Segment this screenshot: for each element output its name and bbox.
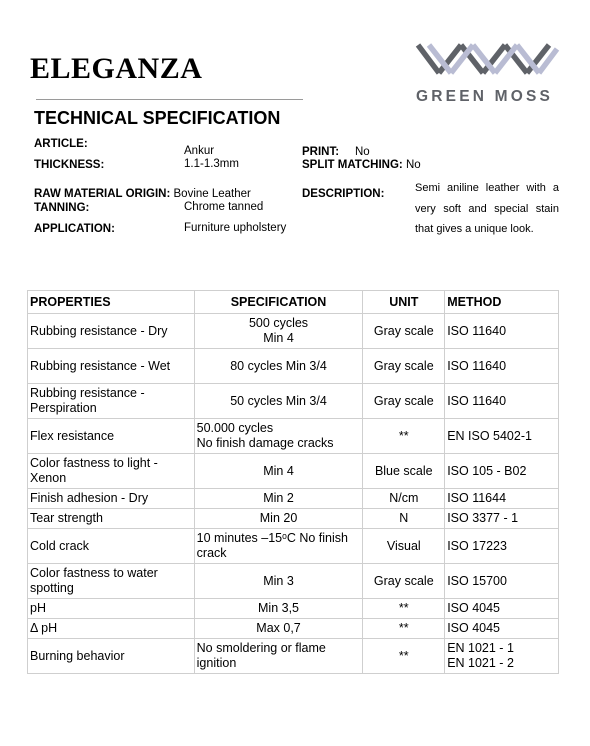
raw-material-line xyxy=(34,187,251,201)
article-label: ARTICLE: xyxy=(34,138,88,150)
method-line: EN 1021 - 1 xyxy=(447,641,514,655)
cell-method xyxy=(445,529,559,564)
split-matching-value: No xyxy=(405,159,421,171)
table-row xyxy=(28,619,559,639)
cell-specification xyxy=(194,619,363,639)
cell-unit: Gray scale xyxy=(363,349,445,384)
cell-unit: ** xyxy=(363,639,445,674)
split-matching-line xyxy=(302,158,421,172)
green-moss-logo-mark xyxy=(415,37,560,82)
cell-specification xyxy=(194,509,363,529)
table-row xyxy=(28,564,559,599)
cell-method xyxy=(445,384,559,419)
specification-line: 50.000 cycles xyxy=(196,421,274,435)
tanning-label: TANNING: xyxy=(34,202,90,214)
method-line: ISO 15700 xyxy=(447,573,507,588)
cell-specification xyxy=(194,384,363,419)
table-row xyxy=(28,384,559,419)
specification-line: 50 cycles Min 3/4 xyxy=(230,393,327,408)
cell-specification xyxy=(194,529,363,564)
cell-method xyxy=(445,564,559,599)
cell-unit: Gray scale xyxy=(363,564,445,599)
cell-property: Rubbing resistance - Wet xyxy=(28,349,195,384)
table-row xyxy=(28,314,559,349)
cell-method xyxy=(445,419,559,454)
cell-property: Δ pH xyxy=(28,619,195,639)
cell-specification xyxy=(194,314,363,349)
cell-method xyxy=(445,349,559,384)
cell-property: Cold crack xyxy=(28,529,195,564)
cell-property: pH xyxy=(28,599,195,619)
specification-line: No finish damage cracks xyxy=(196,436,334,450)
specification-line: Max 0,7 xyxy=(256,621,301,635)
method-line: ISO 11640 xyxy=(447,358,507,373)
method-line: ISO 11644 xyxy=(447,491,507,505)
specification-line: Min 20 xyxy=(259,511,298,525)
table-row xyxy=(28,489,559,509)
description-text: Semi aniline leather with a very soft and special stain that gives a unique look. xyxy=(415,182,559,235)
method-line: ISO 11640 xyxy=(447,393,507,408)
properties-table xyxy=(27,290,559,674)
specification-line: 10 minutes –15ᵒC No finish crack xyxy=(196,531,348,560)
cell-unit: ** xyxy=(363,619,445,639)
green-moss-logo-text: GREEN MOSS xyxy=(416,88,554,105)
method-line: ISO 4045 xyxy=(447,621,501,635)
header-properties: PROPERTIES xyxy=(28,291,195,314)
raw-material-value: Bovine Leather xyxy=(173,188,251,200)
print-value: No xyxy=(355,146,370,158)
specification-line: 500 cycles xyxy=(248,316,309,330)
thickness-label: THICKNESS: xyxy=(34,159,105,171)
specification-line: Min 4 xyxy=(263,463,294,478)
thickness-value: 1.1-1.3mm xyxy=(184,158,239,170)
table-row xyxy=(28,454,559,489)
table-row xyxy=(28,509,559,529)
cell-method xyxy=(445,454,559,489)
cell-unit: ** xyxy=(363,419,445,454)
method-line: ISO 4045 xyxy=(447,601,501,615)
cell-specification xyxy=(194,489,363,509)
method-line: EN ISO 5402-1 xyxy=(447,428,532,443)
cell-property: Flex resistance xyxy=(28,419,195,454)
header-unit: UNIT xyxy=(363,291,445,314)
application-value: Furniture upholstery xyxy=(184,222,287,234)
cell-property: Color fastness to water spotting xyxy=(28,564,195,599)
specification-line: Min 2 xyxy=(263,491,294,505)
cell-unit: N xyxy=(363,509,445,529)
cell-unit: Visual xyxy=(363,529,445,564)
page-title: TECHNICAL SPECIFICATION xyxy=(34,108,281,128)
cell-specification xyxy=(194,599,363,619)
cell-specification xyxy=(194,564,363,599)
table-row xyxy=(28,639,559,674)
method-line: ISO 3377 - 1 xyxy=(447,511,519,525)
cell-property: Finish adhesion - Dry xyxy=(28,489,195,509)
specification-line: 80 cycles Min 3/4 xyxy=(230,358,327,373)
cell-property: Burning behavior xyxy=(28,639,195,674)
raw-material-label: RAW MATERIAL ORIGIN: xyxy=(34,188,171,200)
cell-specification xyxy=(194,454,363,489)
cell-method xyxy=(445,314,559,349)
cell-method xyxy=(445,509,559,529)
method-line: ISO 105 - B02 xyxy=(447,463,527,478)
table-row xyxy=(28,599,559,619)
cell-method xyxy=(445,489,559,509)
cell-method xyxy=(445,619,559,639)
specification-line: Min 3,5 xyxy=(258,601,300,615)
cell-unit: N/cm xyxy=(363,489,445,509)
table-row xyxy=(28,349,559,384)
cell-unit: Gray scale xyxy=(363,314,445,349)
cell-unit: ** xyxy=(363,599,445,619)
specification-line: No smoldering or flame ignition xyxy=(196,641,326,670)
header-method: METHOD xyxy=(445,291,559,314)
description-label: DESCRIPTION: xyxy=(302,188,385,200)
title-divider xyxy=(36,99,303,100)
specification-line: Min 3 xyxy=(263,573,294,588)
cell-property: Color fastness to light - Xenon xyxy=(28,454,195,489)
cell-specification xyxy=(194,349,363,384)
specification-line: Min 4 xyxy=(263,331,294,345)
article-value: Ankur xyxy=(184,145,215,157)
method-line: EN 1021 - 2 xyxy=(447,656,514,670)
cell-specification xyxy=(194,419,363,454)
cell-method xyxy=(445,599,559,619)
cell-property: Rubbing resistance - Perspiration xyxy=(28,384,195,419)
tanning-value: Chrome tanned xyxy=(184,201,264,213)
header-specification: SPECIFICATION xyxy=(194,291,363,314)
table-header-row xyxy=(28,291,559,314)
cell-method xyxy=(445,639,559,674)
cell-unit: Gray scale xyxy=(363,384,445,419)
cell-property: Tear strength xyxy=(28,509,195,529)
method-line: ISO 11640 xyxy=(447,323,507,338)
table-row xyxy=(28,529,559,564)
properties-table-body xyxy=(28,314,559,674)
cell-property: Rubbing resistance - Dry xyxy=(28,314,195,349)
table-row xyxy=(28,419,559,454)
brand-name: ELEGANZA xyxy=(30,52,203,85)
cell-specification xyxy=(194,639,363,674)
method-line: ISO 17223 xyxy=(447,538,507,553)
cell-unit: Blue scale xyxy=(363,454,445,489)
application-label: APPLICATION: xyxy=(34,223,115,235)
print-label: PRINT: xyxy=(302,146,340,158)
split-matching-label: SPLIT MATCHING: xyxy=(302,159,403,171)
logo-stroke xyxy=(418,45,439,73)
